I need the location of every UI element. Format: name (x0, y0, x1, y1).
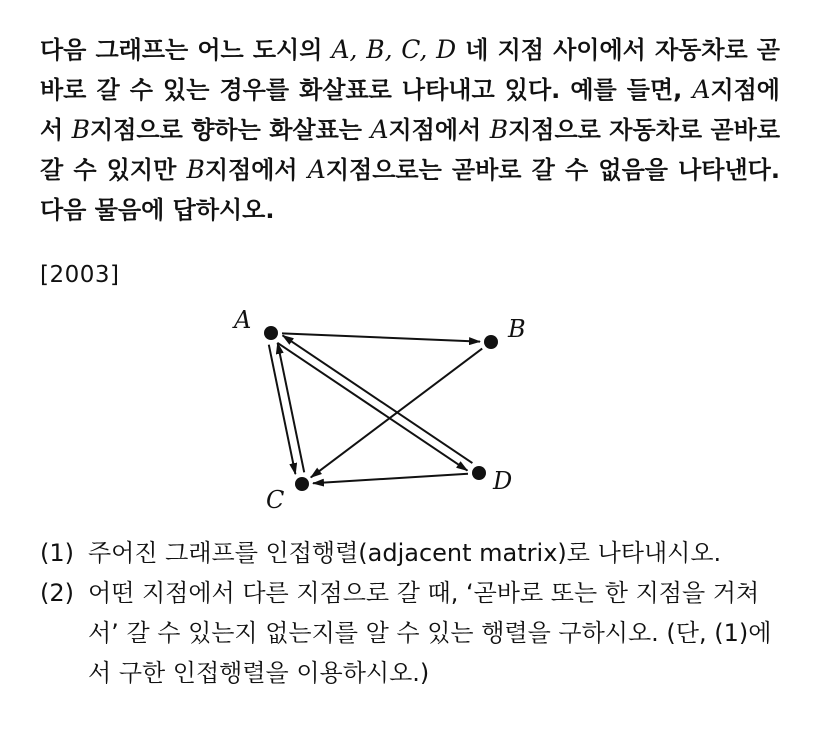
problem-text-5: 지점에서 (388, 116, 490, 144)
problem-text-7: 지점에서 (204, 156, 308, 184)
node-list: A, B, C, D (331, 35, 457, 64)
problem-text-8: 지점으로는 곧바로 갈 수 없음을 나타낸다. 다음 물음에 답하시오. (40, 156, 780, 224)
question-text: 어떤 지점에서 다른 지점으로 갈 때, ‘곧바로 또는 한 지점을 거쳐서’ 갈 수 있는지 없는지를 알 수 있는 행렬을 구하시오. (단, (1)에서 구한 인접행렬을 이용하시오.) (88, 579, 772, 687)
problem-text-2: 네 지점 사이에서 자동차로 곧바로 갈 수 있는 경우를 화살표로 나타내고 있다. 예를 들면, (40, 36, 780, 104)
question-item (40, 533, 780, 573)
node-label-inline: B (186, 155, 205, 184)
problem-text-4: 지점으로 향하는 화살표는 (90, 116, 371, 144)
node-label-A: A (234, 306, 252, 334)
node-B (484, 335, 498, 349)
question-number: (1) (40, 539, 74, 567)
edge-A-to-D (278, 343, 468, 471)
problem-text-6: 지점으로 자동차로 곧바로 갈 수 있지만 (40, 116, 781, 184)
question-list (40, 533, 780, 693)
node-label-inline: A (307, 155, 326, 184)
edge-A-to-B (282, 333, 480, 341)
edge-D-to-A (283, 335, 473, 463)
node-label-inline: B (71, 115, 91, 144)
node-label-C: C (266, 486, 285, 514)
exam-year: [2003] (40, 262, 120, 288)
edge-D-to-C (313, 474, 468, 484)
question-item (40, 573, 780, 693)
question-number: (2) (40, 579, 74, 607)
node-A (264, 326, 278, 340)
edge-B-to-C (311, 349, 482, 478)
node-label-inline: B (489, 115, 509, 144)
node-label-inline: A (692, 75, 711, 104)
node-label-inline: A (370, 115, 389, 144)
node-label-B: B (508, 315, 526, 343)
problem-text-1: 다음 그래프는 어느 도시의 (40, 36, 332, 64)
problem-text-3: 지점에서 (40, 76, 780, 144)
node-label-D: D (493, 467, 513, 495)
question-text: 주어진 그래프를 인접행렬(adjacent matrix)로 나타내시오. (88, 539, 722, 567)
node-D (472, 466, 486, 480)
node-C (295, 477, 309, 491)
